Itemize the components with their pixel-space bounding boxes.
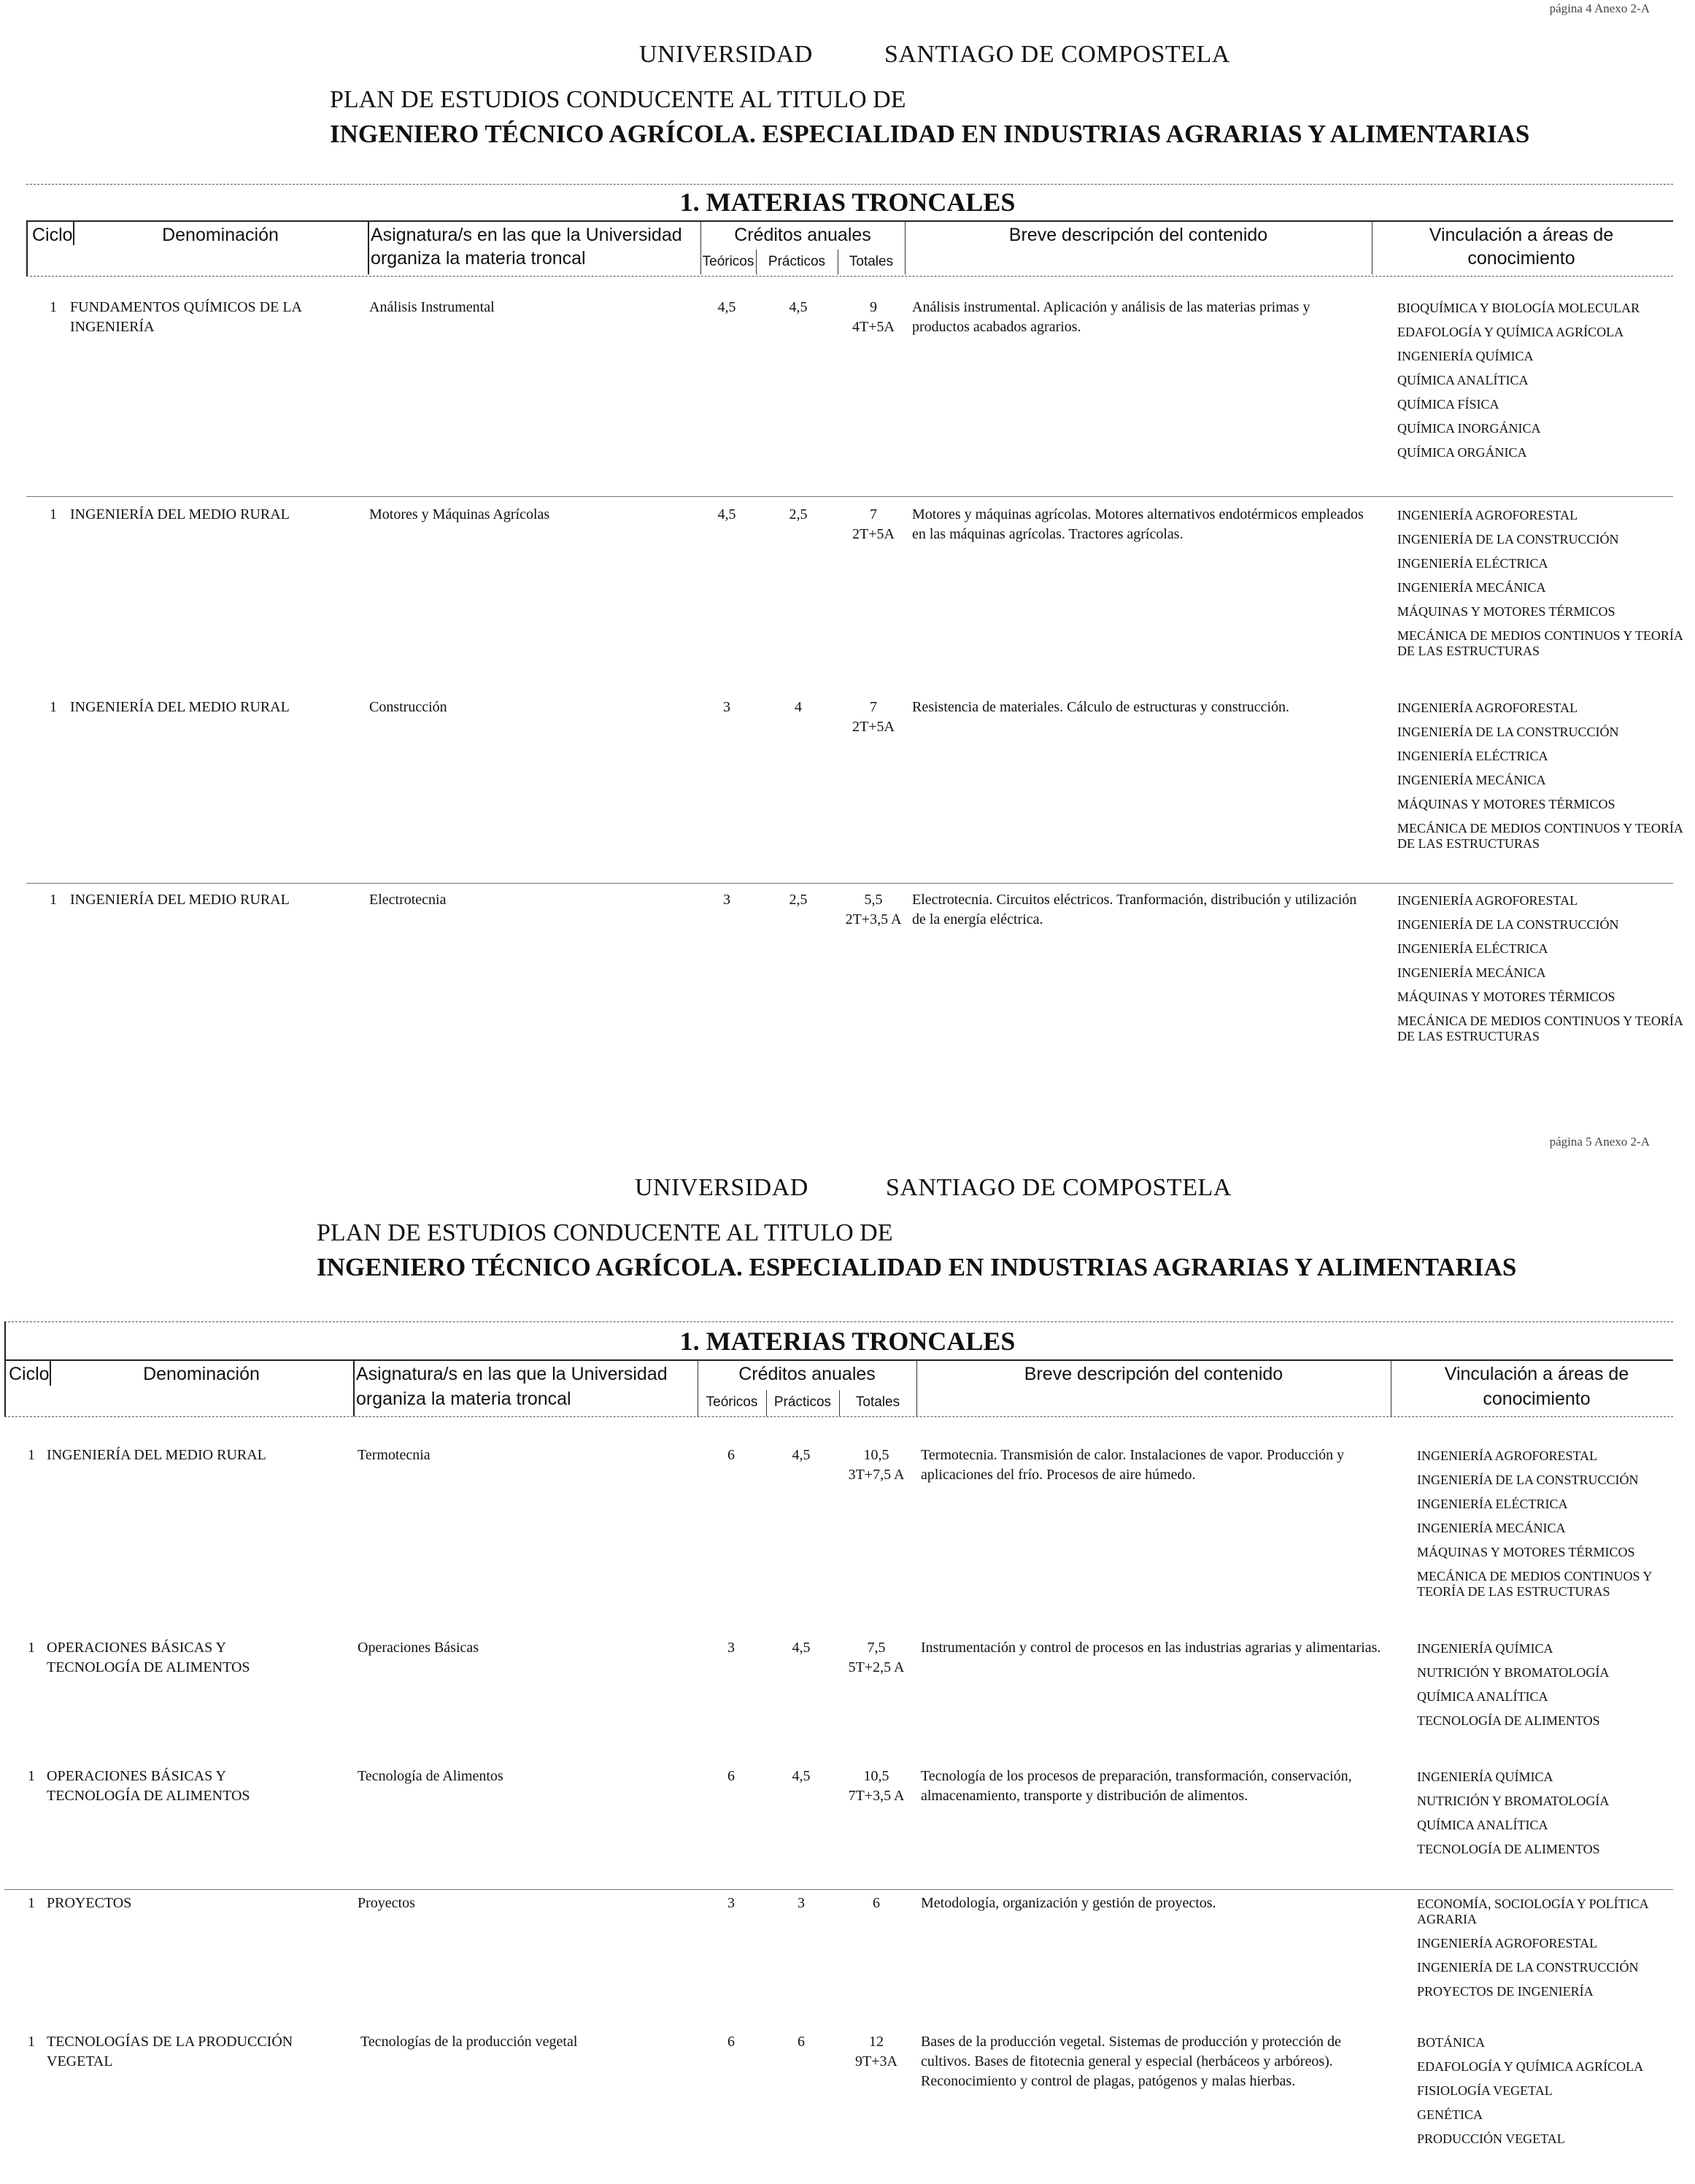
header-practicos: Prácticos xyxy=(768,254,826,269)
section-title: 1. MATERIAS TRONCALES xyxy=(679,188,1016,217)
header-ciclo: Ciclo xyxy=(9,1364,50,1384)
totales-cell xyxy=(826,298,921,337)
totales-cell xyxy=(843,1767,909,1806)
area-item: INGENIERÍA DE LA CONSTRUCCIÓN xyxy=(1397,725,1619,739)
area-item: MÁQUINAS Y MOTORES TÉRMICOS xyxy=(1417,1545,1635,1559)
header-asignatura-1: Asignatura/s en las que la Universidad xyxy=(356,1364,668,1384)
area-item: QUÍMICA ANALÍTICA xyxy=(1397,373,1529,387)
areas-cell xyxy=(1397,508,1689,668)
totales-detalle: 3T+7,5 A xyxy=(848,1467,905,1483)
areas-cell xyxy=(1417,2035,1694,2156)
denominacion-cell: INGENIERÍA DEL MEDIO RURAL xyxy=(70,699,290,715)
denominacion-cell: INGENIERÍA DEL MEDIO RURAL xyxy=(47,1447,266,1463)
teoricos-cell: 6 xyxy=(727,1768,735,1784)
area-item: GENÉTICA xyxy=(1417,2107,1483,2122)
practicos-cell: 3 xyxy=(798,1895,805,1911)
totales-cell xyxy=(826,505,921,544)
totales-cell xyxy=(826,698,921,737)
header-creditos: Créditos anuales xyxy=(734,225,871,245)
ciclo-cell: 1 xyxy=(28,1640,35,1656)
descripcion-cell: Análisis instrumental. Aplicación y análisis de las materias primas y productos acabados agrarios. xyxy=(912,299,1310,335)
teoricos-cell: 4,5 xyxy=(717,299,736,315)
area-item: BIOQUÍMICA Y BIOLOGÍA MOLECULAR xyxy=(1397,301,1640,315)
area-item: INGENIERÍA ELÉCTRICA xyxy=(1417,1497,1568,1511)
practicos-cell: 2,5 xyxy=(789,506,808,522)
areas-cell xyxy=(1397,893,1689,1053)
plan-title: PLAN DE ESTUDIOS CONDUCENTE AL TITULO DE xyxy=(317,1219,893,1246)
totales-value: 7 xyxy=(870,699,877,715)
area-item: INGENIERÍA MECÁNICA xyxy=(1397,580,1546,595)
page-number: página 5 Anexo 2-A xyxy=(1549,1135,1650,1149)
area-item: BOTÁNICA xyxy=(1417,2035,1485,2050)
header-vinculacion-2: conocimiento xyxy=(1483,1389,1591,1409)
header-rule xyxy=(4,1359,1673,1361)
area-item: QUÍMICA ANALÍTICA xyxy=(1417,1818,1548,1832)
asignatura-cell: Proyectos xyxy=(358,1895,415,1911)
area-item: QUÍMICA ORGÁNICA xyxy=(1397,445,1527,460)
totales-value: 6 xyxy=(873,1895,880,1911)
denominacion-cell: FUNDAMENTOS QUÍMICOS DE LA INGENIERÍA xyxy=(70,299,301,335)
denominacion-cell: OPERACIONES BÁSICAS Y TECNOLOGÍA DE ALIMENTOS xyxy=(47,1768,250,1804)
practicos-cell: 2,5 xyxy=(789,892,808,908)
totales-value: 5,5 xyxy=(864,892,883,908)
area-item: INGENIERÍA DE LA CONSTRUCCIÓN xyxy=(1397,917,1619,932)
area-item: MECÁNICA DE MEDIOS CONTINUOS Y TEORÍA DE LAS ESTRUCTURAS xyxy=(1397,821,1683,851)
totales-detalle: 4T+5A xyxy=(852,319,895,335)
header-creditos: Créditos anuales xyxy=(738,1364,876,1384)
denominacion-cell: INGENIERÍA DEL MEDIO RURAL xyxy=(70,892,290,908)
area-item: INGENIERÍA DE LA CONSTRUCCIÓN xyxy=(1397,532,1619,547)
totales-cell xyxy=(843,1638,909,1678)
totales-cell xyxy=(843,2032,909,2072)
teoricos-cell: 3 xyxy=(723,892,730,908)
degree-title: INGENIERO TÉCNICO AGRÍCOLA. ESPECIALIDAD EN INDUSTRIAS AGRARIAS Y ALIMENTARIAS xyxy=(330,120,1530,148)
area-item: INGENIERÍA DE LA CONSTRUCCIÓN xyxy=(1417,1960,1639,1975)
area-item: MÁQUINAS Y MOTORES TÉRMICOS xyxy=(1397,797,1615,811)
section-title: 1. MATERIAS TRONCALES xyxy=(679,1327,1016,1356)
header-totales: Totales xyxy=(849,254,894,269)
asignatura-cell: Motores y Máquinas Agrícolas xyxy=(369,506,550,522)
area-item: QUÍMICA FÍSICA xyxy=(1397,397,1499,412)
degree-title: INGENIERO TÉCNICO AGRÍCOLA. ESPECIALIDAD EN INDUSTRIAS AGRARIAS Y ALIMENTARIAS xyxy=(317,1253,1517,1281)
row-divider xyxy=(4,1889,1673,1890)
area-item: MECÁNICA DE MEDIOS CONTINUOS Y TEORÍA DE LAS ESTRUCTURAS xyxy=(1397,628,1683,658)
totales-cell xyxy=(841,890,906,930)
header-denominacion: Denominación xyxy=(143,1364,260,1384)
teoricos-cell: 3 xyxy=(727,1895,735,1911)
header-teoricos: Teóricos xyxy=(706,1394,758,1410)
denominacion-cell: PROYECTOS xyxy=(47,1895,132,1911)
area-item: PROYECTOS DE INGENIERÍA xyxy=(1417,1984,1594,1999)
header-denominacion: Denominación xyxy=(162,225,279,245)
area-item: MECÁNICA DE MEDIOS CONTINUOS Y TEORÍA DE LAS ESTRUCTURAS xyxy=(1417,1569,1652,1599)
totales-value: 7,5 xyxy=(867,1640,886,1656)
ciclo-cell: 1 xyxy=(28,2034,35,2050)
header-vinculacion-1: Vinculación a áreas de xyxy=(1444,1364,1629,1384)
descripcion-cell: Instrumentación y control de procesos en las industrias agrarias y alimentarias. xyxy=(921,1640,1381,1656)
totales-detalle: 9T+3A xyxy=(855,2053,897,2069)
area-item: INGENIERÍA AGROFORESTAL xyxy=(1397,508,1578,522)
descripcion-cell: Termotecnia. Transmisión de calor. Instalaciones de vapor. Producción y aplicaciones del frío. Procesos de aire húmedo. xyxy=(921,1447,1345,1483)
page-5 xyxy=(0,1127,1695,2184)
universidad-label: UNIVERSIDAD xyxy=(639,41,813,68)
totales-value: 9 xyxy=(870,299,877,315)
asignatura-cell: Electrotecnia xyxy=(369,892,447,908)
descripcion-cell: Resistencia de materiales. Cálculo de estructuras y construcción. xyxy=(912,699,1290,715)
universidad-label: UNIVERSIDAD xyxy=(635,1174,808,1201)
totales-cell xyxy=(843,1894,909,1913)
area-item: INGENIERÍA MECÁNICA xyxy=(1417,1521,1566,1535)
header-asignatura-2: organiza la materia troncal xyxy=(356,1389,571,1409)
totales-detalle: 2T+3,5 A xyxy=(845,911,902,927)
totales-detalle: 2T+5A xyxy=(852,719,895,735)
descripcion-cell: Metodología, organización y gestión de proyectos. xyxy=(921,1895,1216,1911)
totales-detalle: 2T+5A xyxy=(852,526,895,542)
header-descripcion: Breve descripción del contenido xyxy=(1024,1364,1283,1384)
totales-value: 10,5 xyxy=(863,1447,889,1463)
area-item: TECNOLOGÍA DE ALIMENTOS xyxy=(1417,1842,1600,1856)
ciclo-cell: 1 xyxy=(28,1768,35,1784)
areas-cell xyxy=(1417,1896,1694,2008)
row-divider xyxy=(26,883,1673,884)
plan-title: PLAN DE ESTUDIOS CONDUCENTE AL TITULO DE xyxy=(330,86,906,113)
teoricos-cell: 6 xyxy=(727,2034,735,2050)
teoricos-cell: 6 xyxy=(727,1447,735,1463)
descripcion-cell: Tecnología de los procesos de preparación, transformación, conservación, almacenamiento, transporte y distribución de alimentos. xyxy=(921,1768,1352,1804)
teoricos-cell: 4,5 xyxy=(717,506,736,522)
area-item: INGENIERÍA DE LA CONSTRUCCIÓN xyxy=(1417,1473,1639,1487)
header-totales: Totales xyxy=(855,1394,900,1410)
asignatura-cell: Tecnología de Alimentos xyxy=(358,1768,503,1784)
practicos-cell: 4,5 xyxy=(792,1640,811,1656)
area-item: INGENIERÍA MECÁNICA xyxy=(1397,773,1546,787)
ciclo-cell: 1 xyxy=(50,506,57,522)
table-border-left xyxy=(26,220,28,276)
ciclo-cell: 1 xyxy=(28,1447,35,1463)
practicos-cell: 6 xyxy=(798,2034,805,2050)
ciclo-cell: 1 xyxy=(50,299,57,315)
area-item: EDAFOLOGÍA Y QUÍMICA AGRÍCOLA xyxy=(1397,325,1624,339)
asignatura-cell: Construcción xyxy=(369,699,447,715)
row-divider xyxy=(26,496,1673,497)
area-item: QUÍMICA INORGÁNICA xyxy=(1397,421,1541,436)
areas-cell xyxy=(1417,1641,1694,1737)
totales-detalle: 7T+3,5 A xyxy=(848,1788,905,1804)
practicos-cell: 4,5 xyxy=(792,1447,811,1463)
header-ciclo: Ciclo xyxy=(32,225,73,245)
header-bottom-rule xyxy=(4,1416,1673,1417)
asignatura-cell: Tecnologías de la producción vegetal xyxy=(360,2034,578,2050)
area-item: INGENIERÍA QUÍMICA xyxy=(1417,1770,1553,1784)
area-item: INGENIERÍA AGROFORESTAL xyxy=(1417,1448,1598,1463)
asignatura-cell: Análisis Instrumental xyxy=(369,299,495,315)
area-item: INGENIERÍA ELÉCTRICA xyxy=(1397,941,1548,956)
header-bottom-rule xyxy=(26,276,1673,277)
descripcion-cell: Electrotecnia. Circuitos eléctricos. Tranformación, distribución y utilización de la energía eléctrica. xyxy=(912,892,1357,927)
area-item: INGENIERÍA AGROFORESTAL xyxy=(1397,701,1578,715)
areas-cell xyxy=(1417,1448,1694,1608)
area-item: EDAFOLOGÍA Y QUÍMICA AGRÍCOLA xyxy=(1417,2059,1644,2074)
area-item: INGENIERÍA ELÉCTRICA xyxy=(1397,556,1548,571)
practicos-cell: 4,5 xyxy=(792,1768,811,1784)
header-asignatura-1: Asignatura/s en las que la Universidad xyxy=(371,225,682,245)
area-item: INGENIERÍA AGROFORESTAL xyxy=(1417,1936,1598,1950)
areas-cell xyxy=(1417,1770,1694,1866)
ciclo-cell: 1 xyxy=(28,1895,35,1911)
area-item: INGENIERÍA AGROFORESTAL xyxy=(1397,893,1578,908)
practicos-cell: 4,5 xyxy=(789,299,808,315)
header-practicos: Prácticos xyxy=(773,1394,832,1410)
descripcion-cell: Motores y máquinas agrícolas. Motores alternativos endotérmicos empleados en las máquinas agrícolas. Tractores agrícolas. xyxy=(912,506,1364,542)
area-item: INGENIERÍA QUÍMICA xyxy=(1397,349,1534,363)
area-item: MECÁNICA DE MEDIOS CONTINUOS Y TEORÍA DE LAS ESTRUCTURAS xyxy=(1397,1014,1683,1043)
top-divider xyxy=(26,184,1673,185)
descripcion-cell: Bases de la producción vegetal. Sistemas de producción y protección de cultivos. Bases de fitotecnia general y especial (herbáceos y arbóreos). Reconocimiento y control de plagas, patógenos y malas hierbas. xyxy=(921,2034,1341,2089)
top-divider xyxy=(4,1321,1673,1322)
asignatura-cell: Operaciones Básicas xyxy=(358,1640,479,1656)
areas-cell xyxy=(1397,701,1689,860)
area-item: MÁQUINAS Y MOTORES TÉRMICOS xyxy=(1397,604,1615,619)
teoricos-cell: 3 xyxy=(727,1640,735,1656)
areas-cell xyxy=(1397,301,1689,469)
totales-cell xyxy=(843,1446,909,1485)
area-item: PRODUCCIÓN VEGETAL xyxy=(1417,2131,1565,2146)
denominacion-cell: INGENIERÍA DEL MEDIO RURAL xyxy=(70,506,290,522)
area-item: TECNOLOGÍA DE ALIMENTOS xyxy=(1417,1713,1600,1728)
header-teoricos: Teóricos xyxy=(702,254,754,269)
area-item: INGENIERÍA MECÁNICA xyxy=(1397,965,1546,980)
area-item: INGENIERÍA QUÍMICA xyxy=(1417,1641,1553,1656)
ciclo-cell: 1 xyxy=(50,892,57,908)
area-item: NUTRICIÓN Y BROMATOLOGÍA xyxy=(1417,1665,1610,1680)
totales-value: 10,5 xyxy=(863,1768,889,1784)
totales-value: 7 xyxy=(870,506,877,522)
page-number: página 4 Anexo 2-A xyxy=(1549,1,1650,15)
area-item: FISIOLOGÍA VEGETAL xyxy=(1417,2083,1553,2098)
denominacion-cell: OPERACIONES BÁSICAS Y TECNOLOGÍA DE ALIMENTOS xyxy=(47,1640,250,1675)
header-rule xyxy=(26,220,1673,222)
totales-detalle: 5T+2,5 A xyxy=(848,1659,905,1675)
area-item: QUÍMICA ANALÍTICA xyxy=(1417,1689,1548,1704)
teoricos-cell: 3 xyxy=(723,699,730,715)
totales-value: 12 xyxy=(869,2034,884,2050)
area-item: MÁQUINAS Y MOTORES TÉRMICOS xyxy=(1397,989,1615,1004)
area-item: NUTRICIÓN Y BROMATOLOGÍA xyxy=(1417,1794,1610,1808)
area-item: INGENIERÍA ELÉCTRICA xyxy=(1397,749,1548,763)
asignatura-cell: Termotecnia xyxy=(358,1447,430,1463)
ciclo-cell: 1 xyxy=(50,699,57,715)
header-asignatura-2: organiza la materia troncal xyxy=(371,248,586,269)
header-vinculacion-1: Vinculación a áreas de xyxy=(1429,225,1614,245)
col-divider xyxy=(368,220,369,274)
practicos-cell: 4 xyxy=(795,699,802,715)
header-vinculacion-2: conocimiento xyxy=(1467,248,1575,269)
table-border-left xyxy=(4,1321,6,1416)
universidad-name: SANTIAGO DE COMPOSTELA xyxy=(886,1174,1232,1201)
universidad-name: SANTIAGO DE COMPOSTELA xyxy=(884,41,1230,68)
col-divider xyxy=(353,1359,355,1416)
header-descripcion: Breve descripción del contenido xyxy=(1008,225,1268,245)
area-item: ECONOMÍA, SOCIOLOGÍA Y POLÍTICA AGRARIA xyxy=(1417,1896,1648,1926)
denominacion-cell: TECNOLOGÍAS DE LA PRODUCCIÓN VEGETAL xyxy=(47,2034,293,2069)
